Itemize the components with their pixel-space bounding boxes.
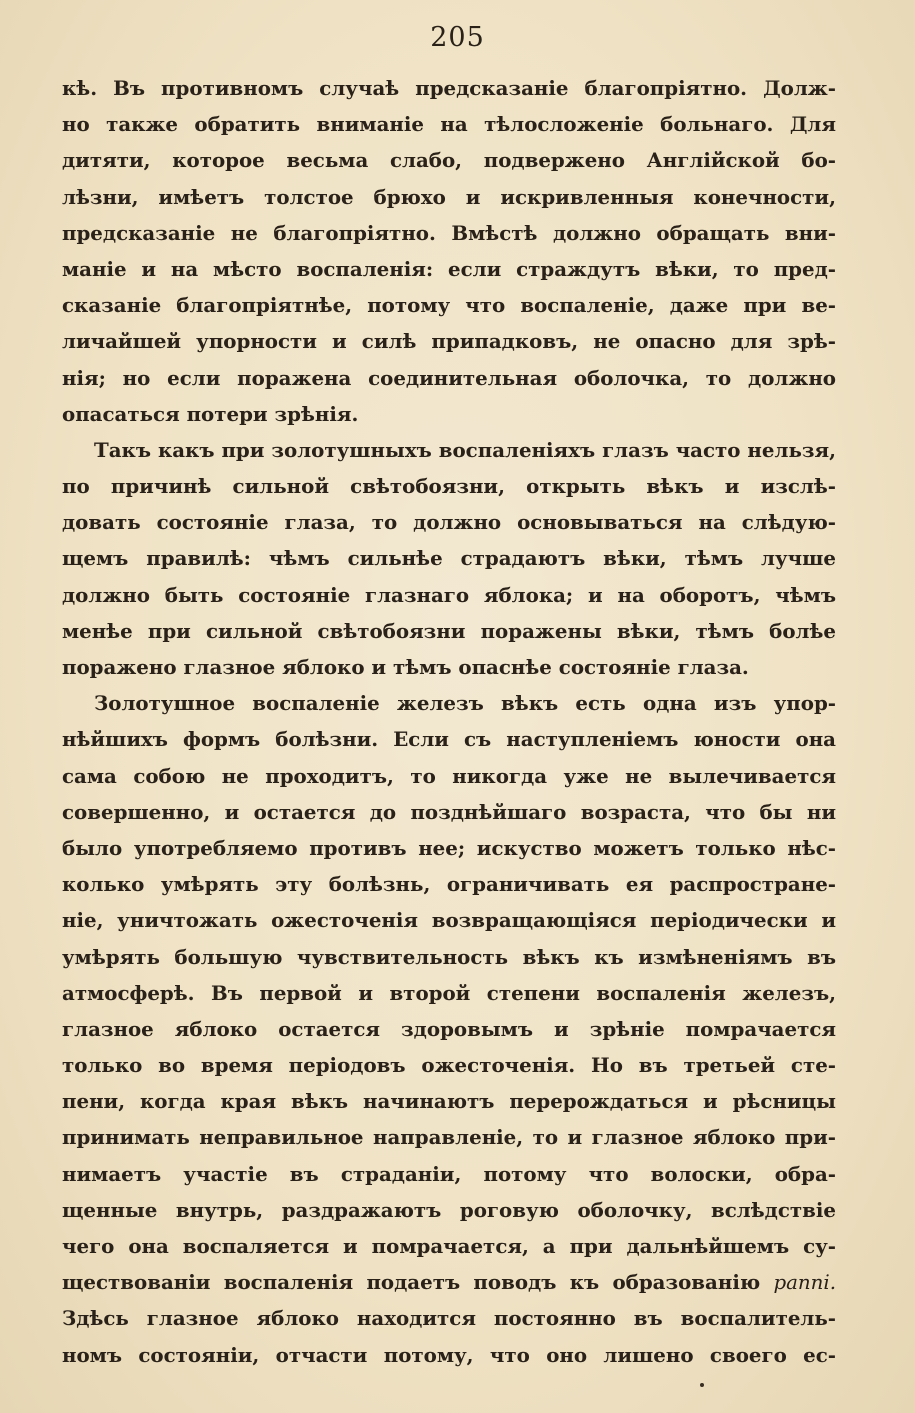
text-line-content: номъ состояніи, отчасти потому, что оно лишено своего ес- (62, 1342, 836, 1367)
text-line-content: было употребляемо противъ нее; искуство можетъ только нѣс- (62, 835, 836, 860)
text-line-content: Золотушное воспаленіе железъ вѣкъ есть одна изъ упор- (94, 691, 836, 716)
text-line (62, 1119, 836, 1155)
text-line-content: щенные внутрь, раздражаютъ роговую оболочку, вслѣдствіе (62, 1197, 836, 1222)
text-line (62, 504, 836, 540)
text-line-content: по причинѣ сильной свѣтобоязни, открыть вѣкъ и изслѣ- (62, 474, 836, 499)
text-line (62, 577, 836, 613)
text-line-content: глазное яблоко остается здоровымъ и зрѣніе помрачается (62, 1016, 836, 1041)
text-line (62, 1300, 836, 1336)
text-line-content: принимать неправильное направленіе, то и глазное яблоко при- (62, 1125, 836, 1150)
text-line-content: чего она воспаляется и помрачается, а при дальнѣйшемъ су- (62, 1234, 836, 1258)
text-line (62, 1083, 836, 1119)
text-line (62, 902, 836, 938)
text-line (62, 975, 836, 1011)
text-line (62, 1192, 836, 1228)
text-line-content: нія; но если поражена соединительная оболочка, то должно (62, 365, 836, 390)
text-line (62, 1156, 836, 1192)
page-number: 205 (430, 22, 485, 53)
text-line (62, 1228, 836, 1264)
text-line-content: сама собою не проходитъ, то никогда уже не вылечивается (62, 763, 836, 788)
text-line-content: должно быть состояніе глазнаго яблока; и на оборотъ, чѣмъ (62, 582, 836, 607)
text-line (62, 179, 836, 215)
body-text (62, 70, 836, 1373)
text-line (62, 215, 836, 251)
text-line (62, 287, 836, 323)
text-line-content: опасаться потери зрѣнія. (62, 401, 359, 426)
text-line-content: лѣзни, имѣетъ толстое брюхо и искривленныя конечности, (62, 184, 836, 209)
text-line-content: совершенно, и остается до позднѣйшаго возраста, что бы ни (62, 799, 836, 824)
italic-term: panni. (773, 1271, 836, 1295)
text-line-content: дитяти, которое весьма слабо, подвержено Англійской бо- (62, 148, 836, 173)
text-line (62, 830, 836, 866)
text-line-content: Такъ какъ при золотушныхъ воспаленіяхъ глазъ часто нельзя, (94, 437, 836, 462)
text-line-content: ществованіи воспаленія подаетъ поводъ къ образованію (62, 1270, 761, 1295)
text-line (62, 1264, 836, 1300)
text-line-content: атмосферѣ. Въ первой и второй степени воспаленія железъ, (62, 980, 836, 1005)
text-line-content: менѣе при сильной свѣтобоязни поражены вѣки, тѣмъ болѣе (62, 618, 836, 643)
text-line-content: сказаніе благопріятнѣе, потому что воспаленіе, даже при ве- (62, 293, 836, 318)
text-line (62, 468, 836, 504)
text-line (62, 685, 836, 721)
text-line (62, 251, 836, 287)
text-line (62, 866, 836, 902)
text-line-content: только во время періодовъ ожесточенія. Но въ третьей сте- (62, 1053, 836, 1078)
text-line (62, 360, 836, 396)
text-line (62, 794, 836, 830)
text-line-content: поражено глазное яблоко и тѣмъ опаснѣе состояніе глаза. (62, 655, 749, 679)
text-line (62, 70, 836, 106)
text-line-content: но также обратить вниманіе на тѣлосложеніе больнаго. Для (62, 112, 836, 137)
text-line (62, 142, 836, 178)
text-line (62, 396, 836, 432)
text-line (62, 432, 836, 468)
ink-spot (700, 1383, 704, 1387)
text-line-content: нѣйшихъ формъ болѣзни. Если съ наступленіемъ юности она (62, 727, 836, 752)
text-line-content: нимаетъ участіе въ страданіи, потому что волоски, обра- (62, 1161, 836, 1186)
text-line (62, 1047, 836, 1083)
text-line (62, 1011, 836, 1047)
text-line (62, 758, 836, 794)
text-line-content: щемъ правилѣ: чѣмъ сильнѣе страдаютъ вѣки, тѣмъ лучше (62, 546, 836, 571)
text-line-content: Здѣсь глазное яблоко находится постоянно въ воспалитель- (62, 1306, 836, 1331)
text-line (62, 106, 836, 142)
text-line (62, 1337, 836, 1373)
text-line-content: маніе и на мѣсто воспаленія: если страждутъ вѣки, то пред- (62, 256, 836, 281)
text-line-content: довать состояніе глаза, то должно основываться на слѣдую- (62, 510, 836, 535)
text-line-content: предсказаніе не благопріятно. Вмѣстѣ должно обращать вни- (62, 220, 836, 245)
text-line (62, 613, 836, 649)
text-line-content: ніе, уничтожать ожесточенія возвращающіяся періодически и (62, 908, 836, 933)
text-line-content: кѣ. Въ противномъ случаѣ предсказаніе благопріятно. Долж- (62, 76, 836, 100)
text-line-content: пени, когда края вѣкъ начинаютъ перерождаться и рѣсницы (62, 1089, 836, 1114)
text-line-content: личайшей упорности и силѣ припадковъ, не опасно для зрѣ- (62, 329, 836, 354)
text-line (62, 323, 836, 359)
text-line (62, 649, 836, 685)
text-line (62, 721, 836, 757)
text-line-content: умѣрять большую чувствительность вѣкъ къ измѣненіямъ въ (62, 944, 836, 969)
text-line (62, 540, 836, 576)
text-line (62, 939, 836, 975)
text-line-content: колько умѣрять эту болѣзнь, ограничивать ея распростране- (62, 872, 836, 897)
